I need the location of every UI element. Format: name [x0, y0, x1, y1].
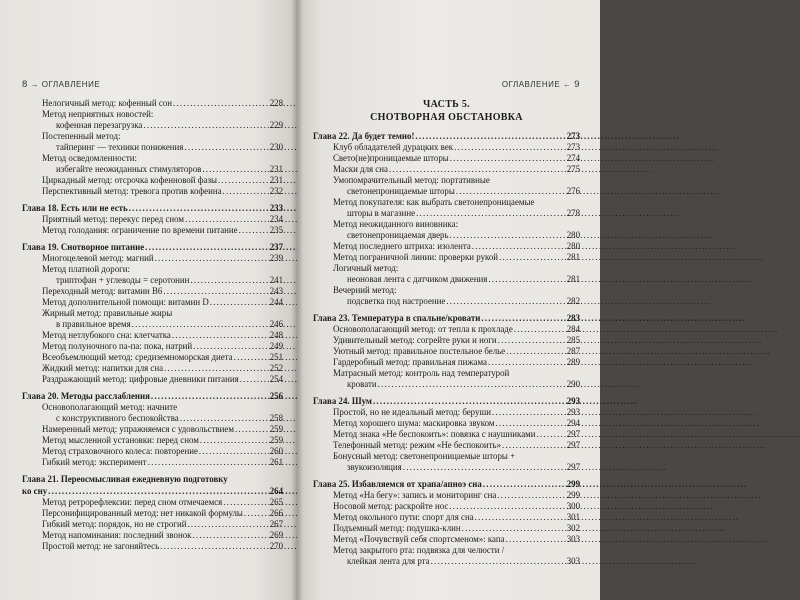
toc-entry: [22, 308, 283, 319]
toc-page-number: 260: [269, 446, 283, 456]
toc-entry: [313, 451, 580, 462]
toc-entry-title: Метод мысленной установки: перед сном: [42, 435, 199, 445]
toc-entry-title: светонепроницаемая дверь: [347, 230, 449, 240]
toc-page-number: 273: [566, 131, 580, 141]
toc-entry-title: Нелогичный метод: кофенный сон: [42, 98, 172, 108]
toc-page-number: 264: [269, 486, 283, 496]
toc-entry-title: Умопомрачительный метод: портативные: [333, 175, 490, 185]
toc-page-number: 300: [566, 501, 580, 511]
toc-entry-title: Жидкий метод: напитки для сна: [42, 363, 164, 373]
toc-entry: [22, 374, 283, 385]
dot-leader: [210, 297, 269, 308]
toc-page-number: 303: [566, 534, 580, 544]
toc-page-number: 228: [269, 98, 283, 108]
part-title: СНОТВОРНАЯ ОБСТАНОВКА: [370, 112, 523, 123]
dot-leader: [483, 479, 566, 490]
dot-leader: [454, 142, 566, 153]
dot-leader: [378, 379, 566, 390]
toc-entry: [313, 285, 580, 296]
dot-leader: [497, 490, 565, 501]
toc-entry: [22, 402, 283, 413]
toc-page-number: 299: [566, 490, 580, 500]
dot-leader: [151, 391, 269, 402]
toc-page-number: 280: [566, 230, 580, 240]
dot-leader: [514, 324, 566, 335]
toc-page-number: 266: [269, 508, 283, 518]
toc-entry-title: Гибкий метод: эксперимент: [42, 457, 147, 467]
dot-leader: [373, 396, 566, 407]
toc-entry: [313, 501, 580, 512]
toc-page-number: 252: [269, 363, 283, 373]
dot-leader: [244, 508, 269, 519]
toc-entry: [313, 164, 580, 175]
toc-entry-title: Носовой метод: раскройте нос: [333, 501, 449, 511]
toc-entry: [22, 98, 283, 109]
toc-page-number: 294: [566, 418, 580, 428]
part-heading: [313, 98, 580, 124]
toc-entry: [22, 175, 283, 186]
dot-leader: [129, 203, 269, 214]
toc-entry-title: с конструктивного беспокойства: [56, 413, 179, 423]
toc-entry-title: Метод знака «Не беспокоить»: повязка с наушниками: [333, 429, 536, 439]
toc-entry-title: Переходный метод: витамин B6: [42, 286, 163, 296]
toc-entry-title: Метод осведомленности:: [42, 153, 137, 163]
toc-entry-title: Раздражающий метод: цифровые дневники питания: [42, 374, 239, 384]
dot-leader: [415, 131, 565, 142]
toc-entry-continuation: [313, 296, 580, 307]
toc-entry-continuation: [22, 413, 283, 424]
toc-page-number: 239: [269, 253, 283, 263]
toc-entry: [313, 142, 580, 153]
toc-chapter-heading: [313, 478, 580, 490]
toc-entry: [313, 534, 580, 545]
dot-leader: [475, 512, 566, 523]
toc-page-number: 269: [269, 530, 283, 540]
toc-entry-continuation: [22, 164, 283, 175]
dot-leader: [223, 497, 268, 508]
toc-entry: [22, 225, 283, 236]
toc-entry-title: триптофан + углеводы = серотонин: [56, 275, 190, 285]
toc-entry: [313, 512, 580, 523]
toc-entry-title: Глава 20. Методы расслабления: [22, 391, 150, 401]
toc-entry: [22, 435, 283, 446]
toc-entry-title: Перспективный метод: тревога против кофеина: [42, 186, 222, 196]
toc-page-number: 229: [269, 120, 283, 130]
toc-page-number: 297: [566, 462, 580, 472]
toc-entry-title: Постепенный метод:: [42, 131, 121, 141]
toc-entry: [313, 241, 580, 252]
toc-entry-title: неоновая лента с датчиком движения: [347, 274, 488, 284]
toc-entry-title: Глава 18. Есть или не есть: [22, 203, 128, 213]
toc-page-number: 281: [566, 274, 580, 284]
toc-entry-title: в правильное время: [56, 319, 131, 329]
dot-leader: [488, 274, 565, 285]
toc-entry: [22, 341, 283, 352]
dot-leader: [506, 346, 566, 357]
toc-entry-title: Гибкий метод: порядок, но не строгий: [42, 519, 187, 529]
toc-chapter-heading: [22, 241, 283, 253]
toc-entry: [313, 252, 580, 263]
toc-chapter-heading: [313, 312, 580, 324]
dot-leader: [143, 120, 268, 131]
toc-entry-continuation: [313, 379, 580, 390]
toc-entry-title: Маски для сна: [333, 164, 388, 174]
toc-entry-title: Простой метод: не загоняйтесь: [42, 541, 160, 551]
toc-entry-title: Глава 23. Температура в спальне/кровати: [313, 313, 481, 323]
toc-page-number: 303: [566, 556, 580, 566]
toc-entry-title: Глава 19. Снотворное питание: [22, 242, 145, 252]
dot-leader: [488, 357, 566, 368]
toc-page-number: 299: [566, 479, 580, 489]
toc-entry-continuation: [313, 274, 580, 285]
toc-page-number: 267: [269, 519, 283, 529]
toc-entry-title: Подъемный метод: подушка-клин: [333, 523, 461, 533]
book-gutter: [291, 0, 303, 600]
toc-entry-continuation: [313, 186, 580, 197]
toc-page-number: 258: [269, 413, 283, 423]
toc-entry-title: Логичный метод:: [333, 263, 399, 273]
dot-leader: [199, 446, 269, 457]
dot-leader: [163, 286, 268, 297]
toc-page-number: 280: [566, 241, 580, 251]
dot-leader: [234, 352, 269, 363]
dot-leader: [498, 335, 566, 346]
toc-entry-title: светонепроницаемые шторы: [347, 186, 455, 196]
dot-leader: [239, 225, 269, 236]
toc-entry: [22, 541, 283, 552]
toc-chapter-heading: [22, 485, 283, 497]
toc-page-number: 281: [566, 252, 580, 262]
toc-entry-title: Метод нетлубокого сна: клетчатка: [42, 330, 171, 340]
dot-leader: [449, 501, 565, 512]
toc-page-number: 282: [566, 296, 580, 306]
toc-page-number: 254: [269, 374, 283, 384]
dot-leader: [218, 175, 269, 186]
toc-page-number: 243: [269, 286, 283, 296]
toc-page-number: 237: [269, 242, 283, 252]
toc-entry-title: Метод «На бегу»: запись и мониторинг сна: [333, 490, 497, 500]
dot-leader: [187, 519, 268, 530]
toc-entry-title: Жирный метод: правильные жиры: [42, 308, 173, 318]
toc-entry-title: Уютный метод: правильное постельное белье: [333, 346, 506, 356]
toc-page-number: 244: [269, 297, 283, 307]
toc-entry-title: Многоцелевой метод: магний: [42, 253, 154, 263]
toc-page-number: 290: [566, 379, 580, 389]
dot-leader: [446, 296, 565, 307]
dot-leader: [240, 374, 269, 385]
toc-page-number: 274: [566, 153, 580, 163]
left-arrow-icon: ←: [562, 80, 572, 89]
toc-page-number: 278: [566, 208, 580, 218]
toc-page-number: 246: [269, 319, 283, 329]
toc-entry-title: Глава 21. Переосмысливая ежедневную подготовку: [22, 474, 228, 484]
toc-entry: [22, 508, 283, 519]
toc-page-number: 301: [566, 512, 580, 522]
toc-entry-continuation: [22, 319, 283, 330]
toc-entry-title: кровати: [347, 379, 377, 389]
dot-leader: [132, 319, 269, 330]
toc-entry-title: Метод пограничной линии: проверки рукой: [333, 252, 499, 262]
toc-page-number: 273: [566, 142, 580, 152]
toc-entry: [22, 109, 283, 120]
toc-chapter-heading: [313, 130, 580, 142]
toc-entry: [22, 497, 283, 508]
right-running-head: [313, 79, 580, 91]
toc-entry: [22, 363, 283, 374]
toc-entry-title: Основополагающий метод: начните: [42, 402, 178, 412]
toc-entry-title: Метод «Почувствуй себя спортсменом»: капа: [333, 534, 505, 544]
dot-leader: [456, 186, 566, 197]
toc-entry-title: Всеобъемлющий метод: средиземноморская диета: [42, 352, 233, 362]
dot-leader: [462, 523, 566, 534]
dot-leader: [172, 330, 269, 341]
dot-leader: [193, 341, 269, 352]
toc-entry-title: Персонифицированный метод: нет никакой формулы: [42, 508, 243, 518]
dot-leader: [200, 435, 269, 446]
toc-entry-title: Гардеробный метод: правильная пижама: [333, 357, 487, 367]
dot-leader: [481, 313, 565, 324]
toc-entry-title: Метод напоминания: последний звонок: [42, 530, 192, 540]
toc-page-number: 231: [269, 175, 283, 185]
dot-leader: [450, 153, 566, 164]
toc-page-number: 297: [566, 440, 580, 450]
dot-leader: [145, 242, 269, 253]
toc-entry-title: Метод неожиданного виновника:: [333, 219, 459, 229]
dot-leader: [190, 275, 268, 286]
toc-entry: [22, 519, 283, 530]
toc-entry-title: Метод страховочного колеса: повторение: [42, 446, 198, 456]
toc-entry: [313, 324, 580, 335]
dot-leader: [160, 541, 269, 552]
toc-entry-continuation: [22, 120, 283, 131]
dot-leader: [499, 252, 566, 263]
toc-page-number: 285: [566, 335, 580, 345]
toc-page-number: 275: [566, 164, 580, 174]
toc-entry: [22, 457, 283, 468]
toc-page-number: 259: [269, 435, 283, 445]
toc-entry: [313, 545, 580, 556]
left-page: [0, 0, 297, 600]
right-toc-list: [313, 130, 580, 567]
toc-entry: [313, 440, 580, 451]
dot-leader: [155, 253, 269, 264]
toc-entry-title: звукоизоляция: [347, 462, 402, 472]
toc-entry-title: Приятный метод: перекус перед сном: [42, 214, 185, 224]
dot-leader: [450, 230, 566, 241]
toc-entry: [22, 352, 283, 363]
toc-entry-title: Метод хорошего шума: маскировка звуком: [333, 418, 495, 428]
toc-entry-continuation: [313, 462, 580, 473]
toc-page-number: 293: [566, 396, 580, 406]
dot-leader: [192, 530, 268, 541]
toc-entry: [22, 253, 283, 264]
toc-entry: [22, 264, 283, 275]
left-header-title: ОГЛАВЛЕНИЕ: [41, 80, 101, 89]
dot-leader: [495, 418, 565, 429]
dot-leader: [416, 208, 566, 219]
dot-leader: [492, 407, 566, 418]
toc-page-number: 248: [269, 330, 283, 340]
toc-entry: [22, 286, 283, 297]
toc-entry: [22, 131, 283, 142]
dot-leader: [431, 556, 566, 567]
toc-entry-title: Намеренный метод: упражняемся с удовольствием: [42, 424, 234, 434]
toc-entry-title: Клуб обладателей дурацких век: [333, 142, 454, 152]
toc-entry-title: Свето(не)проницаемые шторы: [333, 153, 449, 163]
toc-page-number: 284: [566, 324, 580, 334]
toc-page-number: 293: [566, 407, 580, 417]
toc-page-number: 241: [269, 275, 283, 285]
dot-leader: [235, 424, 269, 435]
dot-leader: [537, 429, 566, 440]
toc-entry-continuation: [313, 556, 580, 567]
toc-page-number: 256: [269, 391, 283, 401]
toc-entry-title: Метод полуночного па-па: пока, натрий: [42, 341, 193, 351]
toc-page-number: 251: [269, 352, 283, 362]
toc-page-number: 259: [269, 424, 283, 434]
toc-page-number: 235: [269, 225, 283, 235]
right-page-number: 9: [574, 79, 580, 90]
toc-entry-title: Простой, но не идеальный метод: беруши: [333, 407, 492, 417]
toc-entry-title: Удивительный метод: согрейте руки и ноги: [333, 335, 497, 345]
toc-entry-title: шторы в магазине: [347, 208, 416, 218]
toc-entry-title: Метод дополнительной помощи: витамин D: [42, 297, 209, 307]
toc-page-number: 249: [269, 341, 283, 351]
toc-page-number: 302: [566, 523, 580, 533]
toc-page-number: 287: [566, 346, 580, 356]
toc-entry-title: Телефонный метод: режим «Не беспокоить»: [333, 440, 502, 450]
toc-entry-title: ко сну: [22, 486, 48, 496]
toc-entry: [22, 446, 283, 457]
dot-leader: [472, 241, 566, 252]
toc-entry: [313, 523, 580, 534]
toc-page-number: 230: [269, 142, 283, 152]
toc-chapter-heading: [22, 473, 283, 485]
toc-entry-continuation: [22, 275, 283, 286]
toc-entry-title: Глава 22. Да будет темно!: [313, 131, 415, 141]
dot-leader: [184, 142, 268, 153]
toc-entry-title: Метод окольного пути: спорт для сна: [333, 512, 474, 522]
toc-entry: [313, 219, 580, 230]
toc-chapter-heading: [22, 202, 283, 214]
dot-leader: [148, 457, 269, 468]
toc-entry: [313, 407, 580, 418]
toc-page-number: 261: [269, 457, 283, 467]
right-page: [297, 0, 600, 600]
toc-entry-title: Глава 25. Избавляемся от храпа/апноэ сна: [313, 479, 482, 489]
toc-entry-title: Метод покупателя: как выбрать светонепроницаемые: [333, 197, 535, 207]
toc-entry-title: Матрасный метод: контроль над температурой: [333, 368, 510, 378]
toc-page-number: 232: [269, 186, 283, 196]
toc-entry-title: Метод последнего штриха: изолента: [333, 241, 471, 251]
toc-entry: [22, 530, 283, 541]
toc-page-number: 276: [566, 186, 580, 196]
toc-chapter-heading: [22, 390, 283, 402]
toc-entry-title: тайперинг — техники понижения: [56, 142, 184, 152]
toc-entry: [313, 357, 580, 368]
toc-entry-title: Метод платной дороги:: [42, 264, 130, 274]
dot-leader: [202, 164, 268, 175]
dot-leader: [223, 186, 269, 197]
toc-entry-title: подсветка под настроение: [347, 296, 446, 306]
toc-entry-title: избегайте неожиданных стимуляторов: [56, 164, 202, 174]
dot-leader: [173, 98, 269, 109]
toc-entry: [313, 175, 580, 186]
toc-page-number: 233: [269, 203, 283, 213]
toc-entry: [313, 197, 580, 208]
toc-entry-continuation: [313, 230, 580, 241]
toc-entry-title: Метод неприятных новостей:: [42, 109, 154, 119]
toc-entry-title: клейкая лента для рта: [347, 556, 430, 566]
toc-entry-title: Метод ретрорефлексии: перед сном отмечаемся: [42, 497, 223, 507]
toc-entry-title: Метод закрытого рта: подвязка для челюсти /: [333, 545, 505, 555]
dot-leader: [185, 214, 269, 225]
toc-entry: [22, 186, 283, 197]
toc-page-number: 234: [269, 214, 283, 224]
right-header-title: ОГЛАВЛЕНИЕ: [501, 80, 561, 89]
dot-leader: [506, 534, 566, 545]
toc-entry: [313, 429, 580, 440]
toc-page-number: 289: [566, 357, 580, 367]
dot-leader: [48, 486, 269, 497]
right-arrow-icon: →: [30, 80, 40, 89]
toc-entry: [313, 368, 580, 379]
toc-entry: [313, 490, 580, 501]
toc-entry: [22, 214, 283, 225]
toc-entry: [313, 153, 580, 164]
toc-page-number: 270: [269, 541, 283, 551]
dot-leader: [164, 363, 269, 374]
toc-entry: [22, 297, 283, 308]
dot-leader: [180, 413, 269, 424]
toc-entry: [22, 330, 283, 341]
dot-leader: [502, 440, 566, 451]
left-page-number: 8: [22, 79, 28, 90]
toc-page-number: 297: [566, 429, 580, 439]
dot-leader: [389, 164, 566, 175]
toc-entry: [22, 424, 283, 435]
toc-entry-title: Бонусный метод: светонепроницаемые шторы +: [333, 451, 516, 461]
toc-entry: [313, 335, 580, 346]
toc-page-number: 283: [566, 313, 580, 323]
toc-entry: [22, 153, 283, 164]
part-number: ЧАСТЬ 5.: [423, 99, 470, 110]
toc-entry-title: Метод голодания: ограничение по времени питание: [42, 225, 238, 235]
toc-page-number: 265: [269, 497, 283, 507]
toc-entry-title: Вечерний метод:: [333, 285, 397, 295]
toc-chapter-heading: [313, 395, 580, 407]
toc-page-number: 231: [269, 164, 283, 174]
toc-entry-continuation: [22, 142, 283, 153]
left-toc-list: [22, 98, 283, 552]
toc-entry: [313, 418, 580, 429]
toc-entry-title: Глава 24. Шум: [313, 396, 372, 406]
toc-entry: [313, 263, 580, 274]
toc-entry-title: Основополагающий метод: от тепла к прохладе: [333, 324, 513, 334]
toc-entry: [313, 346, 580, 357]
toc-entry-title: кофенная перезагрузка: [56, 120, 143, 130]
toc-entry-continuation: [313, 208, 580, 219]
left-running-head: [22, 79, 283, 91]
toc-entry-title: Циркадный метод: отсрочка кофенновой фазы: [42, 175, 217, 185]
dot-leader: [403, 462, 566, 473]
